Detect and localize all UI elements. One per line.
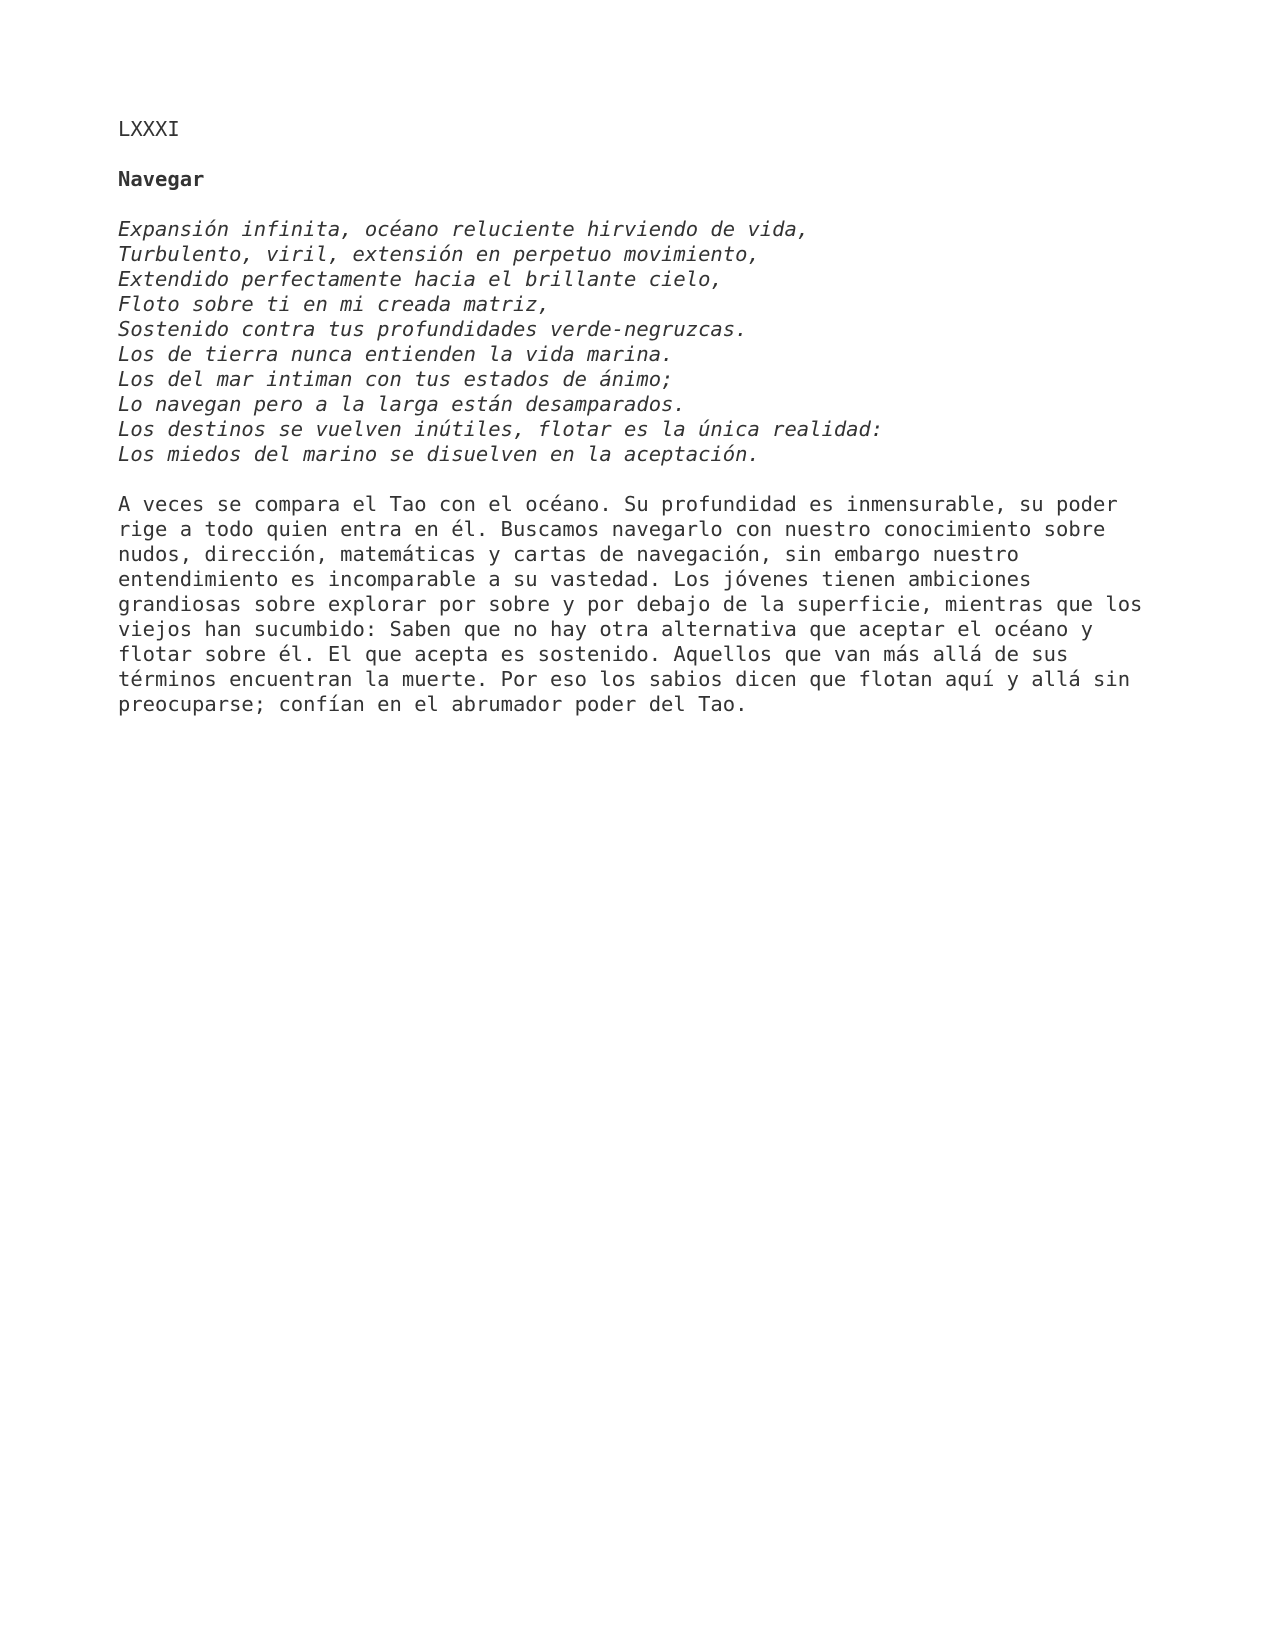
chapter-number: LXXXI (118, 117, 180, 141)
commentary-line: viejos han sucumbido: Saben que no hay otra alternativa que aceptar el océano y (118, 617, 1094, 641)
poem-line: Los del mar intiman con tus estados de ánimo; (118, 367, 674, 391)
commentary-line: entendimiento es incomparable a su vastedad. Los jóvenes tienen ambiciones (118, 567, 1032, 591)
document-page (118, 117, 1208, 717)
commentary-line: rige a todo quien entra en él. Buscamos navegarlo con nuestro conocimiento sobre (118, 517, 1106, 541)
commentary-line: nudos, dirección, matemáticas y cartas de navegación, sin embargo nuestro (118, 542, 1019, 566)
commentary-line: preocuparse; confían en el abrumador poder del Tao. (118, 692, 748, 716)
commentary-line: términos encuentran la muerte. Por eso los sabios dicen que flotan aquí y allá sin (118, 667, 1131, 691)
chapter-title: Navegar (118, 167, 205, 191)
poem-line: Lo navegan pero a la larga están desamparados. (118, 392, 686, 416)
poem-line: Los miedos del marino se disuelven en la aceptación. (118, 442, 760, 466)
poem-line: Floto sobre ti en mi creada matriz, (118, 292, 550, 316)
poem-line: Los de tierra nunca entienden la vida marina. (118, 342, 674, 366)
poem (118, 217, 1208, 467)
commentary-line: grandiosas sobre explorar por sobre y por debajo de la superficie, mientras que los (118, 592, 1143, 616)
poem-line: Los destinos se vuelven inútiles, flotar es la única realidad: (118, 417, 884, 441)
poem-line: Expansión infinita, océano reluciente hirviendo de vida, (118, 217, 810, 241)
poem-line: Sostenido contra tus profundidades verde-negruzcas. (118, 317, 748, 341)
poem-line: Extendido perfectamente hacia el brillante cielo, (118, 267, 723, 291)
commentary-line: flotar sobre él. El que acepta es sostenido. Aquellos que van más allá de sus (118, 642, 1069, 666)
commentary-paragraph (118, 492, 1208, 717)
poem-line: Turbulento, viril, extensión en perpetuo movimiento, (118, 242, 760, 266)
commentary-line: A veces se compara el Tao con el océano. Su profundidad es inmensurable, su poder (118, 492, 1118, 516)
